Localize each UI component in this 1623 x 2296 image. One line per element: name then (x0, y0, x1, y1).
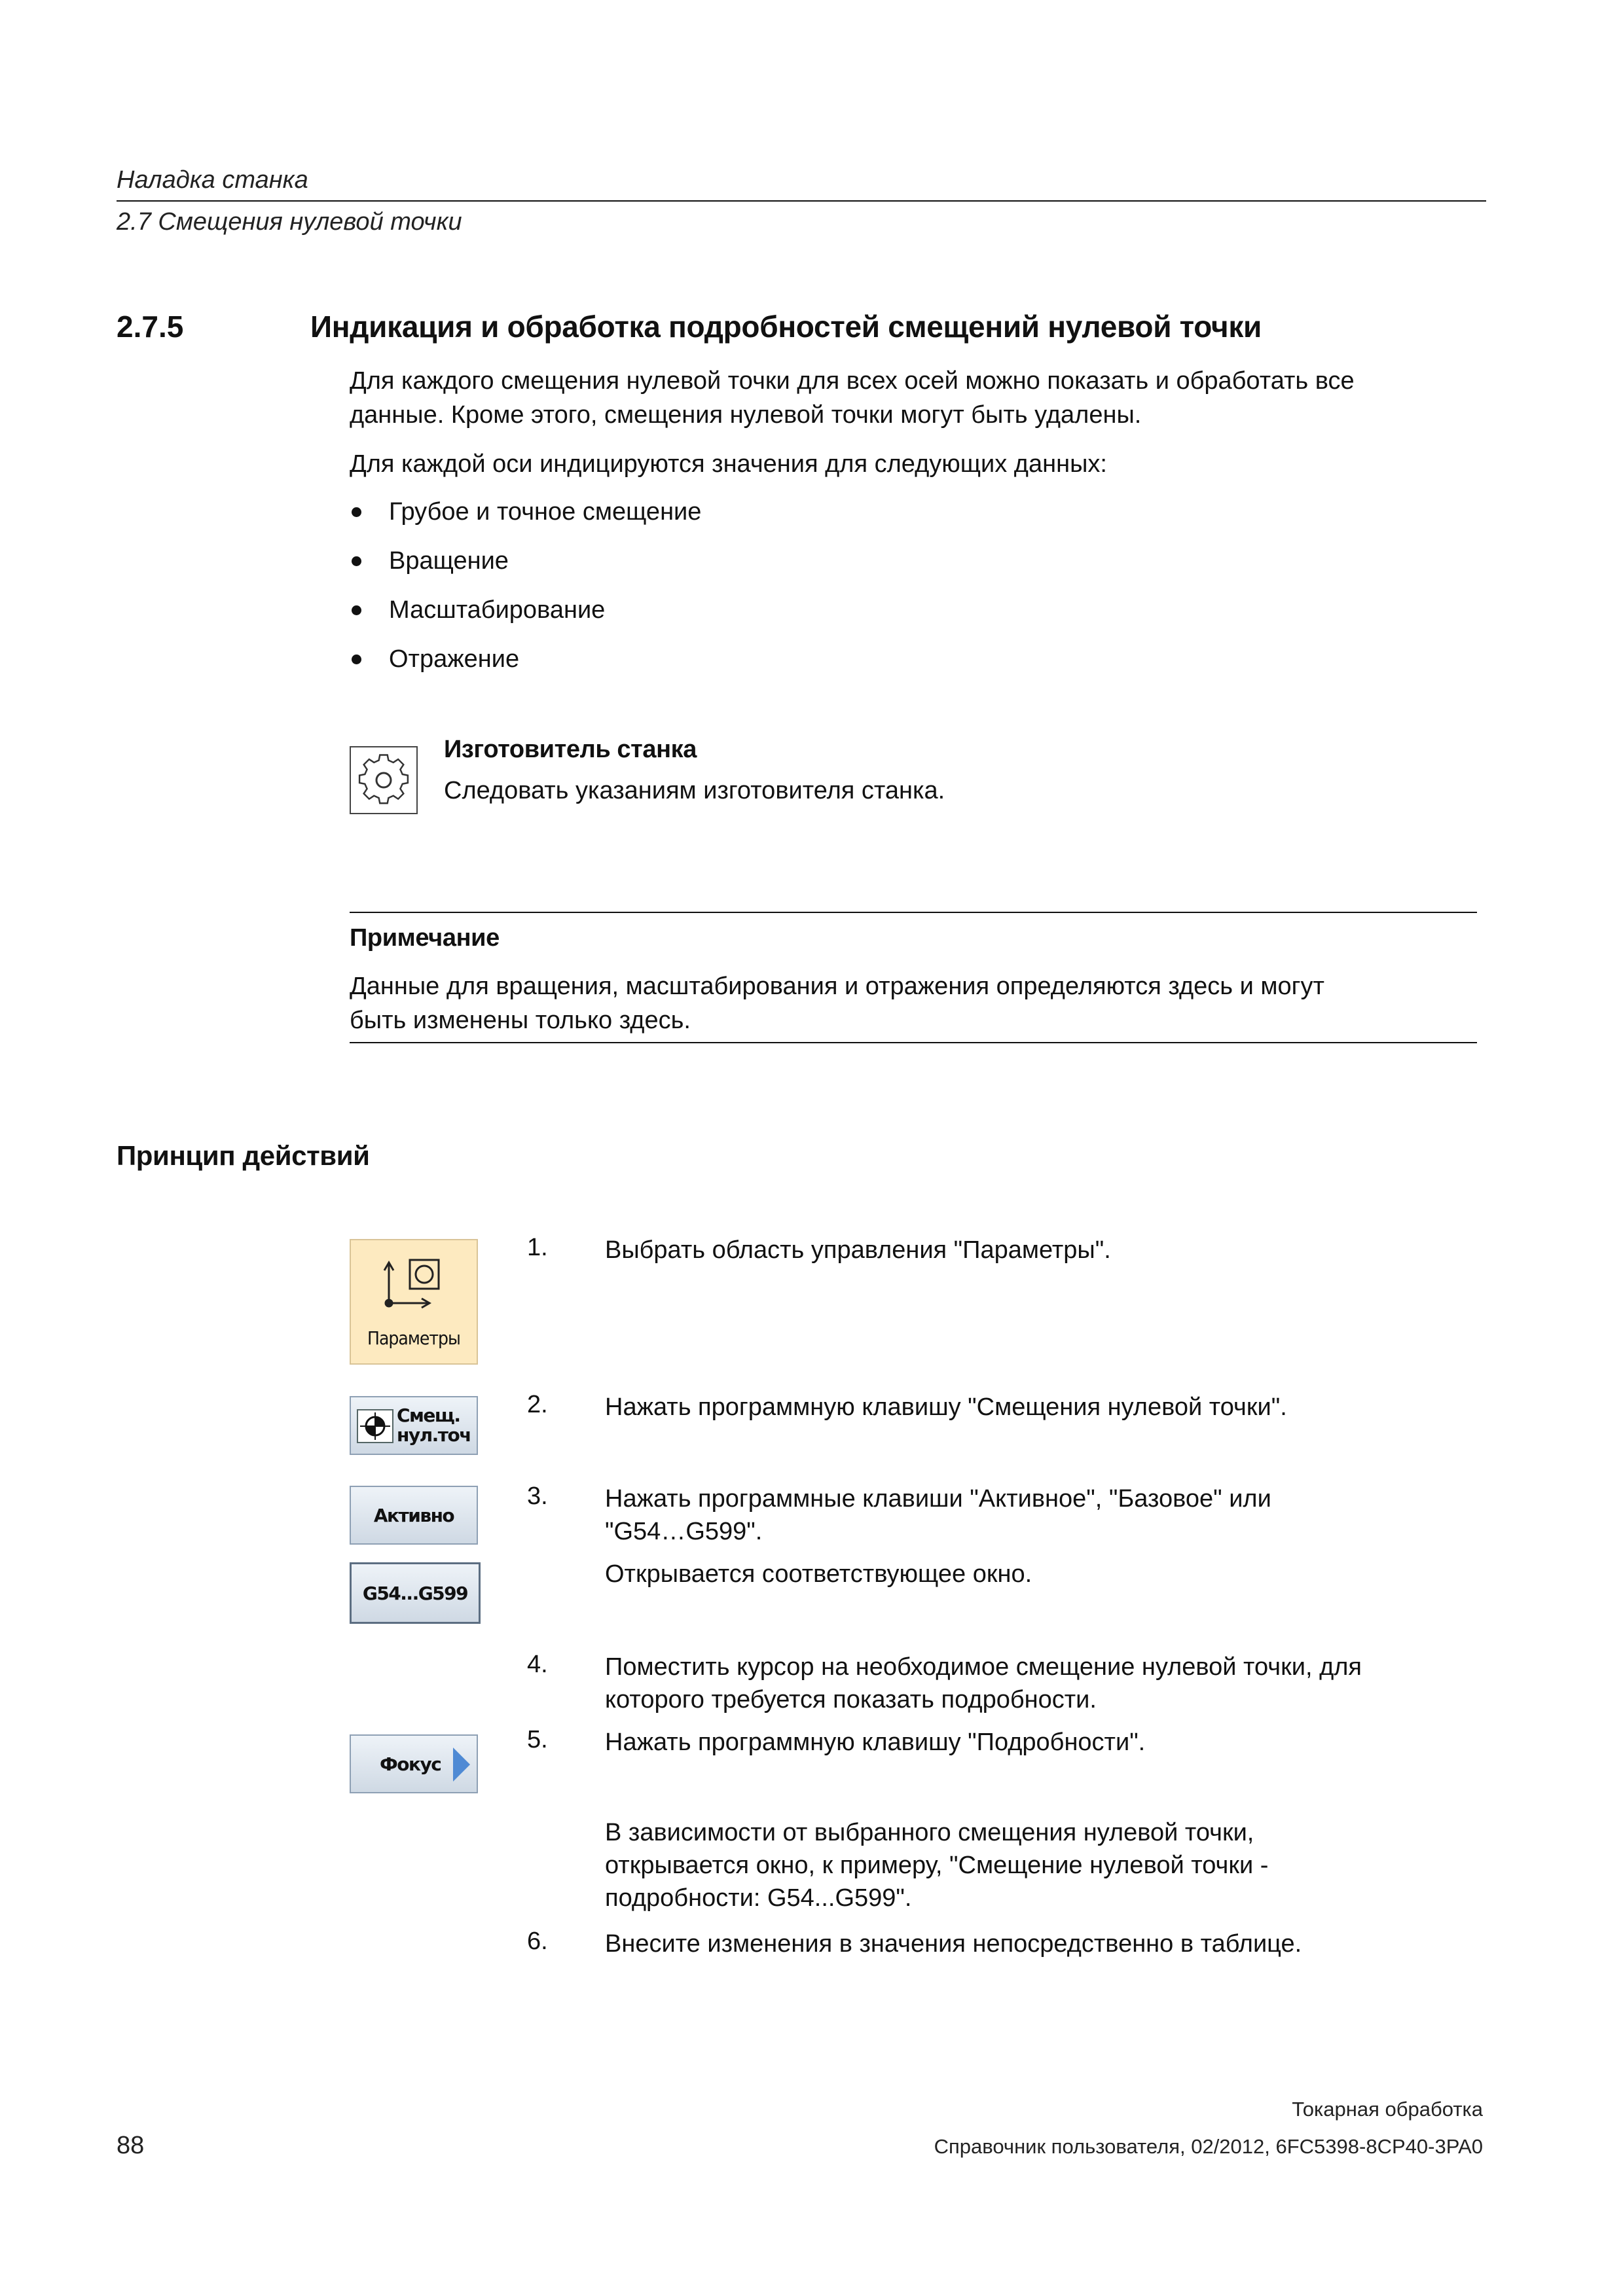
principle-heading: Принцип действий (117, 1140, 370, 1171)
bullet-marker (352, 605, 361, 615)
step-number: 3. (527, 1482, 548, 1510)
step-detail-line-2: открывается окно, к примеру, "Смещение нулевой точки - (605, 1852, 1269, 1879)
header-section: 2.7 Смещения нулевой точки (117, 208, 462, 236)
focus-softkey-label: Фокус (380, 1753, 441, 1775)
step-text-line-1: Нажать программные клавиши "Активное", "Базовое" или (605, 1485, 1271, 1513)
intro-paragraph (350, 364, 1355, 432)
active-softkey[interactable]: Активно (350, 1486, 478, 1545)
bullet-item: Вращение (389, 547, 509, 575)
bullet-item: Отражение (389, 645, 520, 673)
parameters-key[interactable] (350, 1239, 478, 1365)
step-number: 6. (527, 1928, 548, 1955)
footer-product: Токарная обработка (1292, 2098, 1483, 2121)
note-line-2: быть изменены только здесь. (350, 1007, 691, 1034)
bullet-marker (352, 507, 361, 517)
note-text (350, 969, 1324, 1037)
step-text (605, 1651, 1362, 1716)
note-heading: Примечание (350, 924, 500, 952)
zero-offset-label-line-2: нул.точ (397, 1424, 471, 1446)
step-text: Выбрать область управления "Параметры". (605, 1236, 1111, 1264)
step-number: 5. (527, 1726, 548, 1753)
coordinate-icon (376, 1252, 448, 1311)
step-detail-text (605, 1816, 1268, 1914)
note-line-1: Данные для вращения, масштабирования и отражения определяются здесь и могут (350, 973, 1324, 1000)
step-text: Нажать программную клавишу "Смещения нулевой точки". (605, 1393, 1287, 1421)
step-text-line-1: Поместить курсор на необходимое смещение нулевой точки, для (605, 1653, 1362, 1681)
bullet-item: Масштабирование (389, 596, 606, 624)
step-text: Внесите изменения в значения непосредственно в таблице. (605, 1930, 1302, 1958)
g54-g599-softkey[interactable]: G54...G599 (350, 1562, 481, 1624)
step-text (605, 1482, 1271, 1548)
parameters-key-label: Параметры (367, 1327, 460, 1349)
step-number: 1. (527, 1234, 548, 1261)
intro-paragraph-2: Для каждой оси индицируются значения для следующих данных: (350, 450, 1107, 478)
section-number: 2.7.5 (117, 310, 184, 344)
note-top-rule (350, 912, 1477, 913)
bullet-marker (352, 655, 361, 664)
section-title: Индикация и обработка подробностей смещений нулевой точки (310, 310, 1262, 344)
step-detail-line-3: подробности: G54...G599". (605, 1884, 912, 1912)
zero-offset-icon (356, 1406, 394, 1445)
step-number: 2. (527, 1391, 548, 1418)
manufacturer-text: Следовать указаниям изготовителя станка. (444, 777, 945, 804)
focus-softkey[interactable] (350, 1734, 478, 1793)
step-text: Нажать программную клавишу "Подробности". (605, 1729, 1146, 1756)
bullet-marker (352, 556, 361, 566)
arrow-right-icon (452, 1745, 471, 1784)
page-number: 88 (117, 2132, 145, 2159)
step-text-line-2: "G54…G599". (605, 1518, 763, 1545)
manufacturer-heading: Изготовитель станка (444, 736, 697, 763)
header-rule (117, 200, 1486, 202)
intro-line-2: данные. Кроме этого, смещения нулевой точки могут быть удалены. (350, 401, 1142, 429)
note-bottom-rule (350, 1042, 1477, 1043)
step-number: 4. (527, 1651, 548, 1678)
footer-reference: Справочник пользователя, 02/2012, 6FC5398-8CP40-3PA0 (934, 2135, 1483, 2158)
zero-offset-softkey[interactable] (350, 1396, 478, 1455)
bullet-item: Грубое и точное смещение (389, 498, 702, 526)
gear-icon (350, 746, 418, 814)
intro-line-1: Для каждого смещения нулевой точки для всех осей можно показать и обработать все (350, 367, 1355, 395)
header-chapter: Наладка станка (117, 166, 308, 194)
step-detail-line-1: В зависимости от выбранного смещения нулевой точки, (605, 1819, 1254, 1846)
step-text-line-2: которого требуется показать подробности. (605, 1686, 1097, 1713)
zero-offset-softkey-label (397, 1406, 471, 1445)
step-result-text: Открывается соответствующее окно. (605, 1560, 1032, 1588)
zero-offset-label-line-1: Смещ. (397, 1405, 460, 1426)
